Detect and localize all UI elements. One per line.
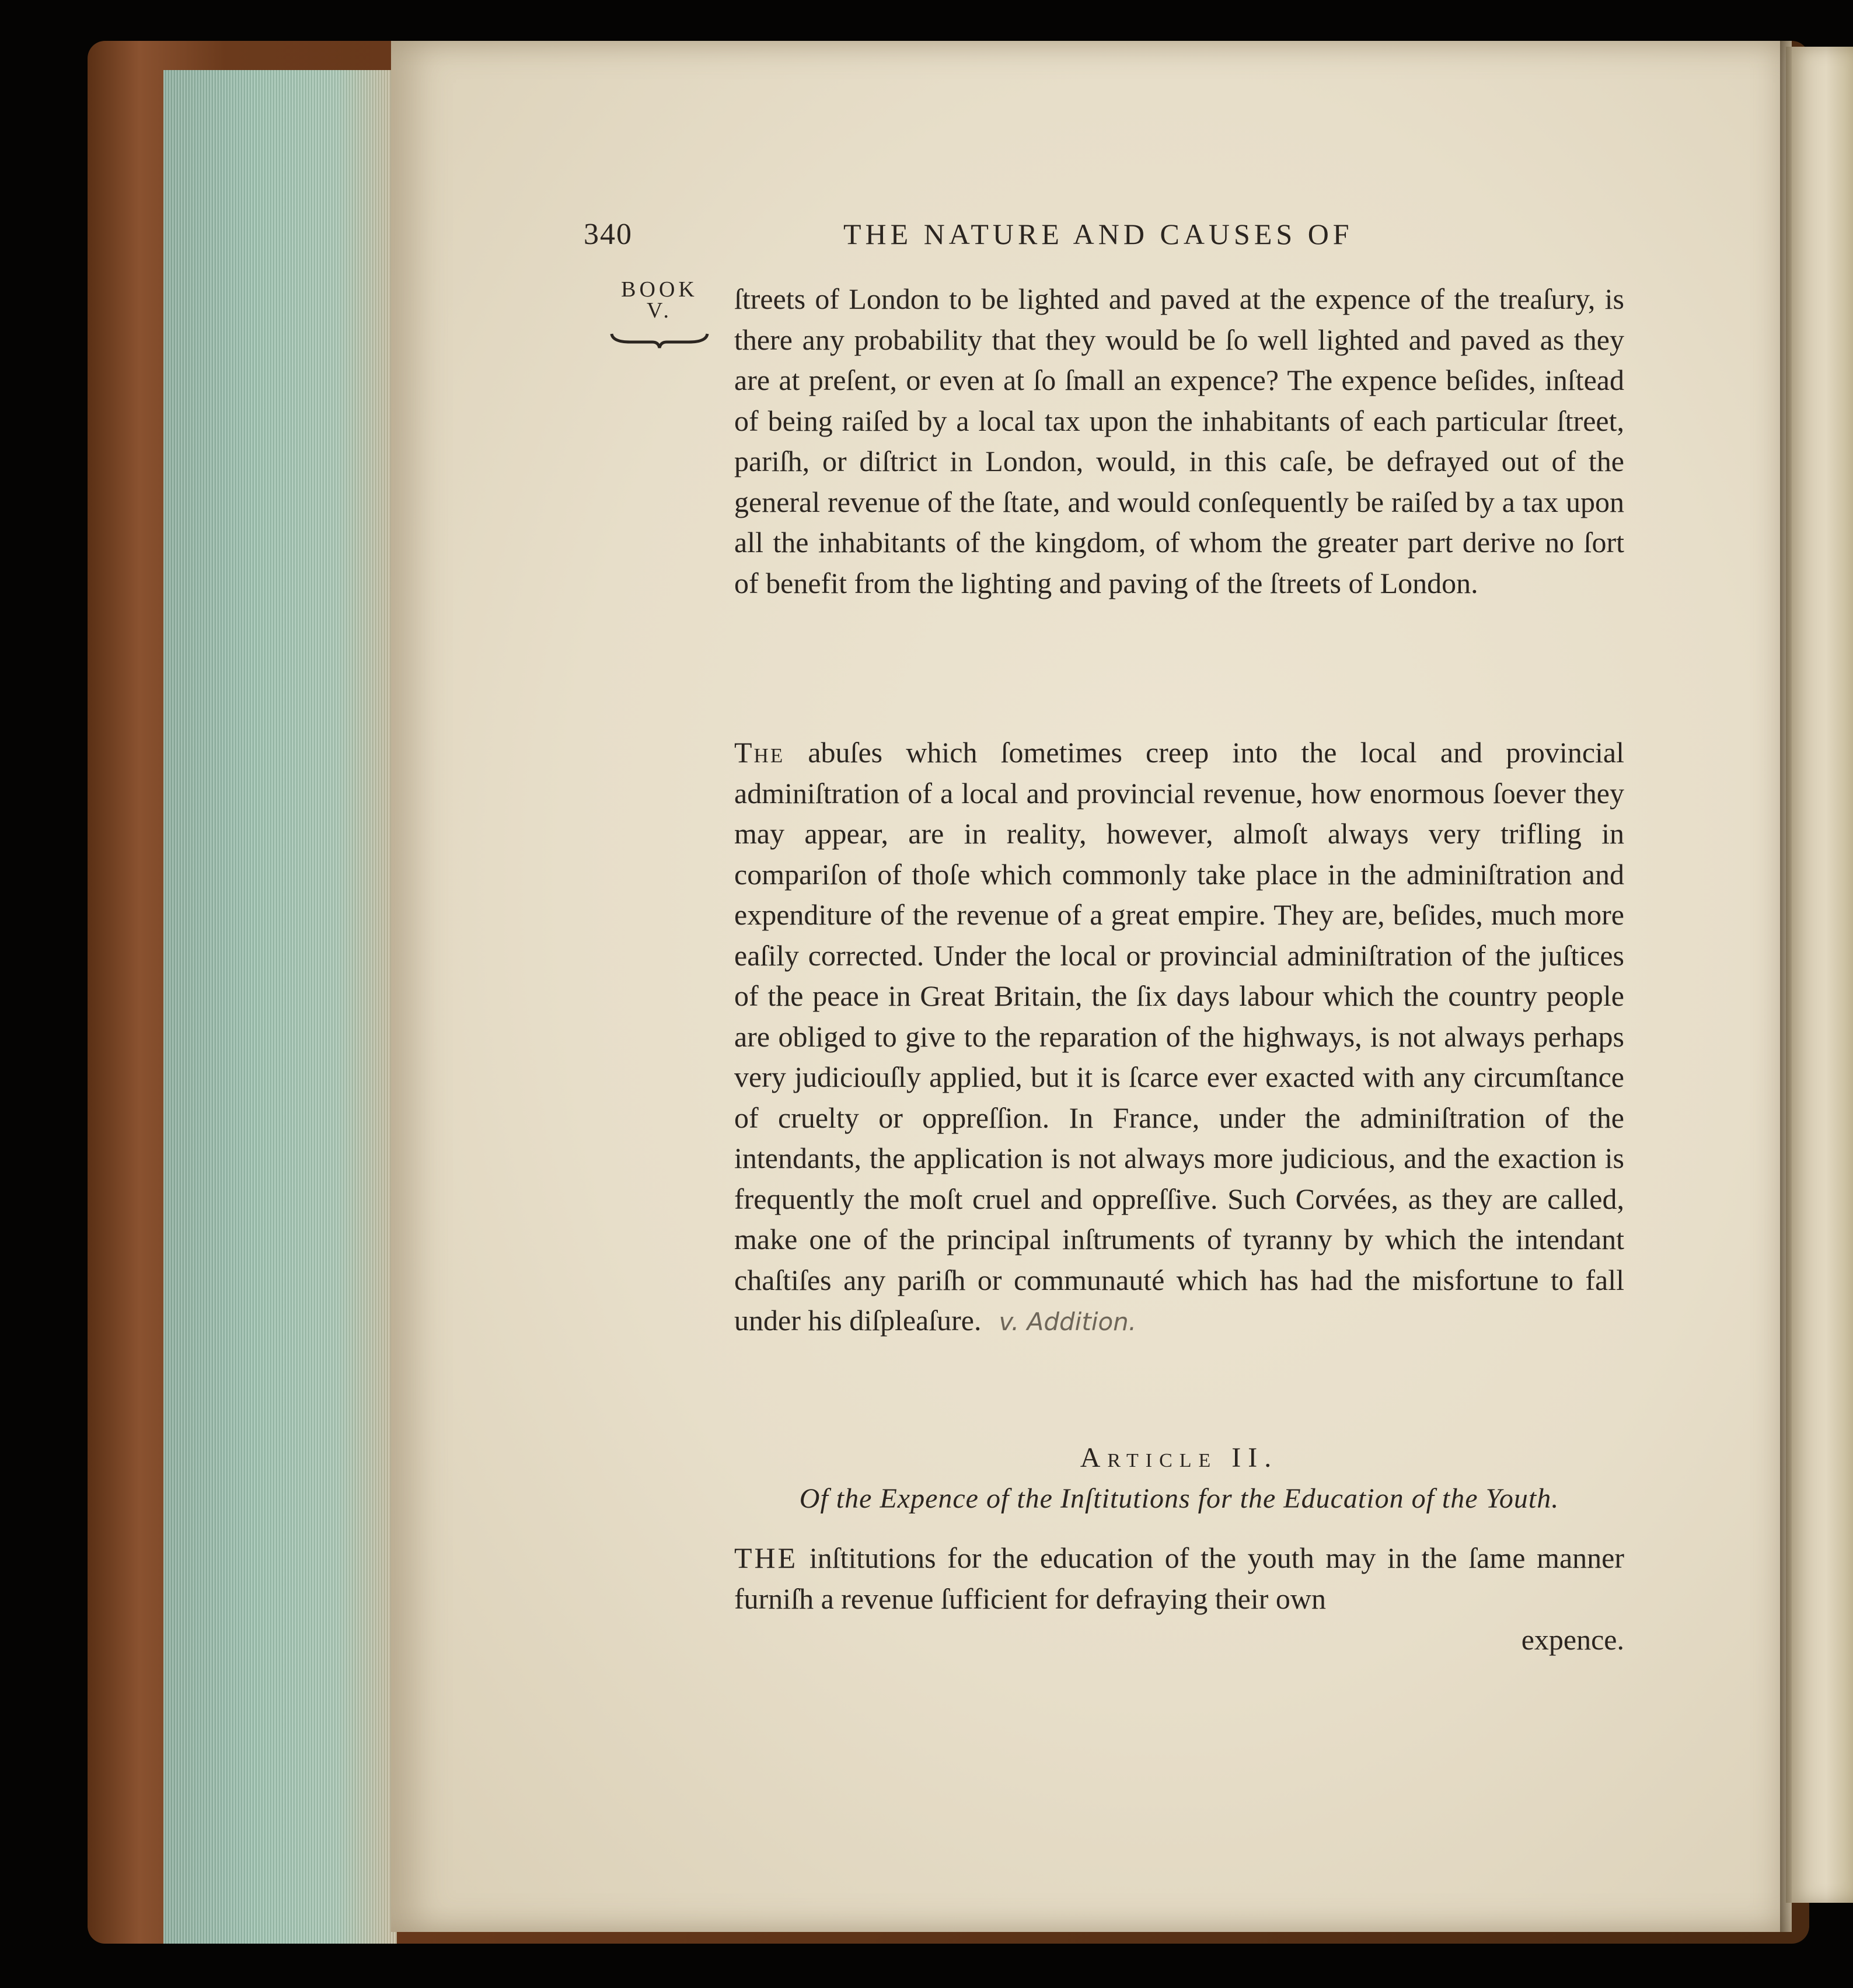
catchword: expence.: [1521, 1623, 1624, 1656]
article-title: Article II.: [1080, 1442, 1279, 1473]
handwritten-annotation: v. Addition.: [999, 1307, 1137, 1336]
paragraph-3-text: inſtitutions for the education of the youth may in the ſame manner furniſh a revenue ſufficient for defraying their own: [734, 1541, 1625, 1615]
margin-note: [607, 279, 712, 321]
paragraph-3-body: [734, 1538, 1624, 1619]
article-subtitle: Of the Expence of the Inſtitutions for the Education of the Youth.: [799, 1483, 1559, 1514]
brace-ornament: [607, 327, 712, 350]
page-gutter: [1780, 41, 1792, 1932]
margin-book-label: BOOK: [621, 277, 698, 302]
page-header: [584, 217, 1517, 258]
paragraph-2-lead: The: [734, 736, 785, 769]
paragraph-3-lead: THE: [734, 1541, 798, 1574]
running-title: THE NATURE AND CAUSES OF: [843, 218, 1353, 250]
paragraph-1: [734, 279, 1624, 604]
facing-page-edge: [1786, 47, 1853, 1903]
page-edges: [163, 70, 397, 1944]
paragraph-2: [734, 733, 1624, 1342]
paragraph-2-text: abuſes which ſometimes creep into the local and provincial adminiſtration of a local and provincial revenue, how enormous ſoever they may appear, are in reality, however, almoſt always very trifling in compariſon of thoſe which commonly take place in the adminiſtration and expenditure of the revenue of a great empire. They are, beſides, much more eaſily corrected. Under the local or provincial adminiſtration of the juſtices of the peace in Great Britain, the ſix days labour which the country people are obliged to give to the reparation of the highways, is not always perhaps very judiciouſly applied, but it is ſcarce ever exacted with any circumſtance of cruelty or oppreſſion. In France, under the adminiſtration of the intendants, the application is not always more judicious, and the exaction is frequently the moſt cruel and oppreſſive. Such Corvées, as they are called, make one of the principal inſtruments of tyranny by which the intendant chaſtiſes any pariſh or communauté which has had the misfortune to fall under his diſpleaſure.: [734, 736, 1624, 1337]
paragraph-2-body: [734, 733, 1624, 1342]
page-number: 340: [584, 218, 633, 251]
margin-volume-label: V.: [646, 298, 673, 323]
paragraph-3: [734, 1538, 1624, 1619]
paragraph-1-text: ſtreets of London to be lighted and paved at the expence of the treaſury, is there any probability that they would be ſo well lighted and paved as they are at preſent, or even at ſo ſmall an expence? The expence beſides, inſtead of being raiſed by a local tax upon the inhabitants of each particular ſtreet, pariſh, or diſtrict in London, would, in this caſe, be defrayed out of the general revenue of the ſtate, and would conſequently be raiſed by a tax upon all the inhabitants of the kingdom, of whom the greater part derive no ſort of benefit from the lighting and paving of the ſtreets of London.: [734, 282, 1624, 599]
